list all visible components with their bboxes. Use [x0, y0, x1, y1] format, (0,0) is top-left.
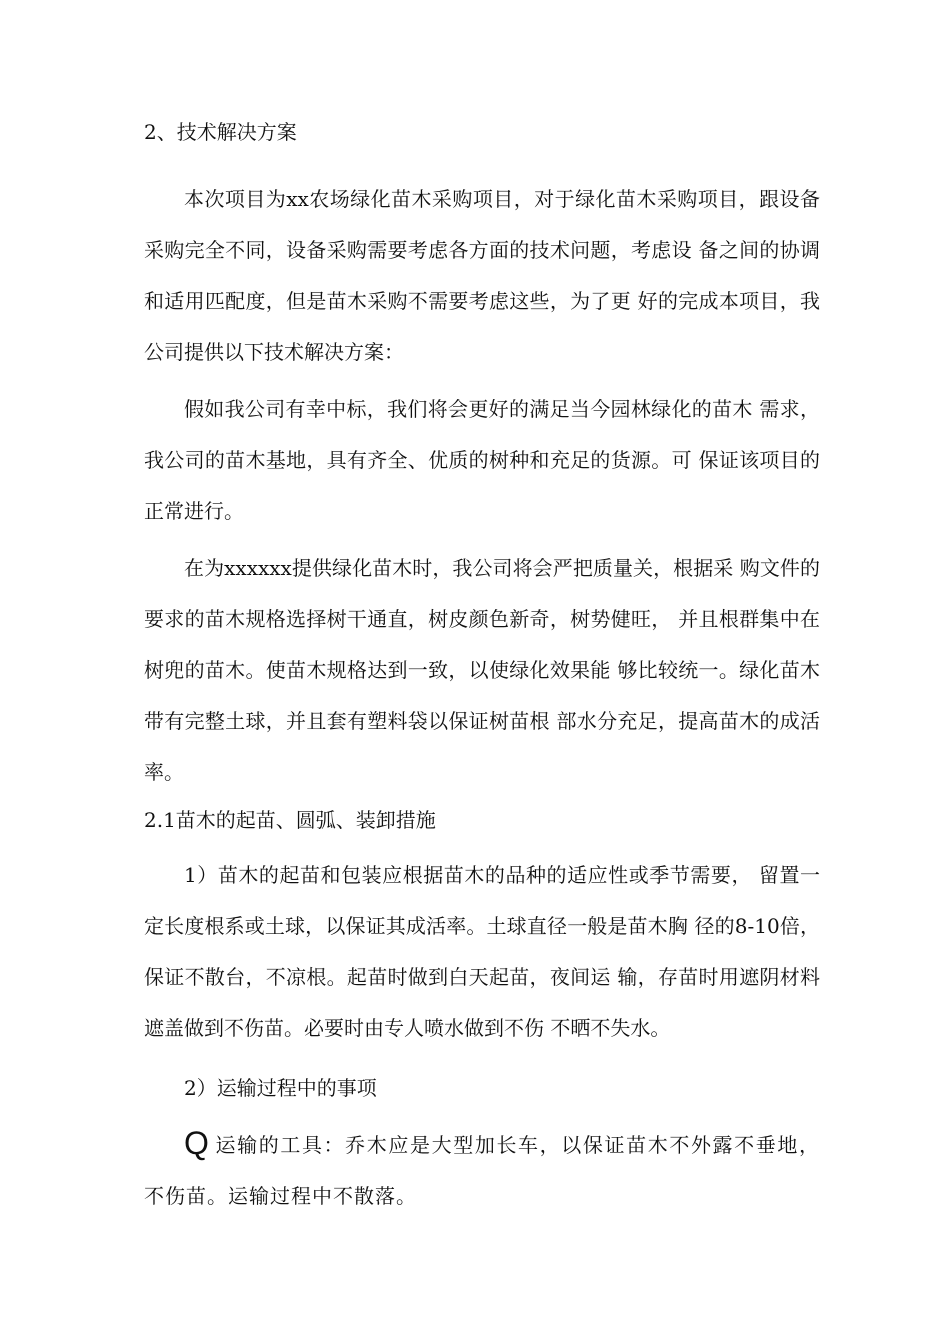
item-1-paragraph: 1）苗木的起苗和包装应根据苗木的品种的适应性或季节需要， 留置一定长度根系或土球，以保证其成活率。土球直径一般是苗木胸 径的8-10倍，保证不散台，不凉根。起苗时做到白天起苗，夜间运 输，存苗时用遮阴材料遮盖做到不伤苗。必要时由专人喷水做到不伤 不晒不失水。 — [144, 863, 820, 1040]
bullet-text: 运输的工具：乔木应是大型加长车，以保证苗木不外露不垂地，不伤苗。运输过程中不散落。 — [144, 1133, 820, 1208]
section-heading: 2、技术解决方案 — [144, 120, 297, 144]
paragraph-quality: 在为xxxxxx提供绿化苗木时，我公司将会严把质量关，根据采 购文件的要求的苗木规格选择树干通直，树皮颜色新奇，树势健旺， 并且根群集中在树兜的苗木。使苗木规格达到一致，以使绿化效果能 够比较统一。绿化苗木带有完整土球，并且套有塑料袋以保证树苗根 部水分充足，提高苗木的成活率。 — [144, 556, 820, 784]
bullet-glyph: Q — [184, 1125, 209, 1161]
paragraph-intro: 本次项目为xx农场绿化苗木采购项目，对于绿化苗木采购项目，跟设备采购完全不同，设备采购需要考虑各方面的技术问题，考虑设 备之间的协调和适用匹配度，但是苗木采购不需要考虑这些，为了更 好的完成本项目，我公司提供以下技术解决方案： — [144, 187, 820, 364]
paragraph-bid: 假如我公司有幸中标，我们将会更好的满足当今园林绿化的苗木 需求，我公司的苗木基地，具有齐全、优质的树种和充足的货源。可 保证该项目的正常进行。 — [144, 397, 820, 523]
item-2-title: 2）运输过程中的事项 — [184, 1076, 377, 1100]
subsection-heading: 2.1苗木的起苗、圆弧、装卸措施 — [144, 808, 436, 832]
document-page — [144, 112, 820, 1222]
bullet-paragraph — [144, 1118, 820, 1222]
